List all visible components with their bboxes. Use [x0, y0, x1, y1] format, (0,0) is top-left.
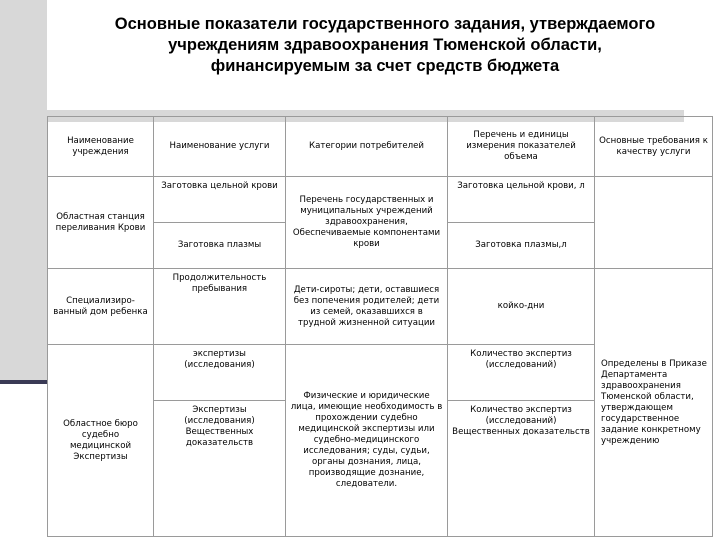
left-decor-strip	[0, 0, 47, 384]
blood-station-measure-1: Заготовка цельной крови, л	[448, 177, 595, 223]
title-line-1: Основные показатели государственного задания, утверждаемого	[114, 15, 656, 33]
requirements-text: Определены в Приказе Департамента здравоохранения Тюменской области, утверждающем государственное задание конкретному учреждению	[595, 269, 713, 537]
header-service: Наименование услуги	[154, 117, 286, 177]
forensic-bureau-consumers: Физические и юридические лица, имеющие необходимость в прохождении судебно медицинской экспертизы или судебно-медицинского исследования; суды, судьи, органы дознания, лица, производящие дознание, следователи.	[286, 345, 448, 537]
left-separator-line	[0, 380, 47, 384]
forensic-bureau-measure-1: Количество экспертиз (исследований)	[448, 345, 595, 401]
header-measures: Перечень и единицы измерения показателей объема	[448, 117, 595, 177]
blood-station-service-2: Заготовка плазмы	[154, 223, 286, 269]
title-line-2: учреждениям здравоохранения Тюменской области,	[168, 36, 602, 54]
header-consumers: Категории потребителей	[286, 117, 448, 177]
header-row	[48, 117, 713, 177]
children-home-consumers: Дети-сироты; дети, оставшиеся без попечения родителей; дети из семей, оказавшихся в трудной жизненной ситуации	[286, 269, 448, 345]
page-title	[60, 14, 710, 77]
forensic-bureau-institution: Областное бюро судебно медицинской Экспертизы	[48, 345, 154, 537]
blood-station-measure-2: Заготовка плазмы,л	[448, 223, 595, 269]
table-row	[48, 177, 713, 223]
table-row	[48, 269, 713, 345]
forensic-bureau-service-1: экспертизы (исследования)	[154, 345, 286, 401]
forensic-bureau-service-2: Экспертизы (исследования) Вещественных доказательств	[154, 401, 286, 537]
blood-station-service-1: Заготовка цельной крови	[154, 177, 286, 223]
children-home-service: Продолжительность пребывания	[154, 269, 286, 345]
title-line-3: финансируемым за счет средств бюджета	[210, 57, 560, 75]
state-assignment-table	[47, 116, 713, 537]
requirements-top-empty	[595, 177, 713, 269]
header-requirements: Основные требования к качеству услуги	[595, 117, 713, 177]
header-institution: Наименование учреждения	[48, 117, 154, 177]
blood-station-consumers: Перечень государственных и муниципальных учреждений здравоохранения, Обеспечиваемые компонентами крови	[286, 177, 448, 269]
children-home-measure: койко-дни	[448, 269, 595, 345]
children-home-institution: Специализиро-ванный дом ребенка	[48, 269, 154, 345]
blood-station-institution: Областная станция переливания Крови	[48, 177, 154, 269]
forensic-bureau-measure-2: Количество экспертиз (исследований) Вещественных доказательств	[448, 401, 595, 537]
